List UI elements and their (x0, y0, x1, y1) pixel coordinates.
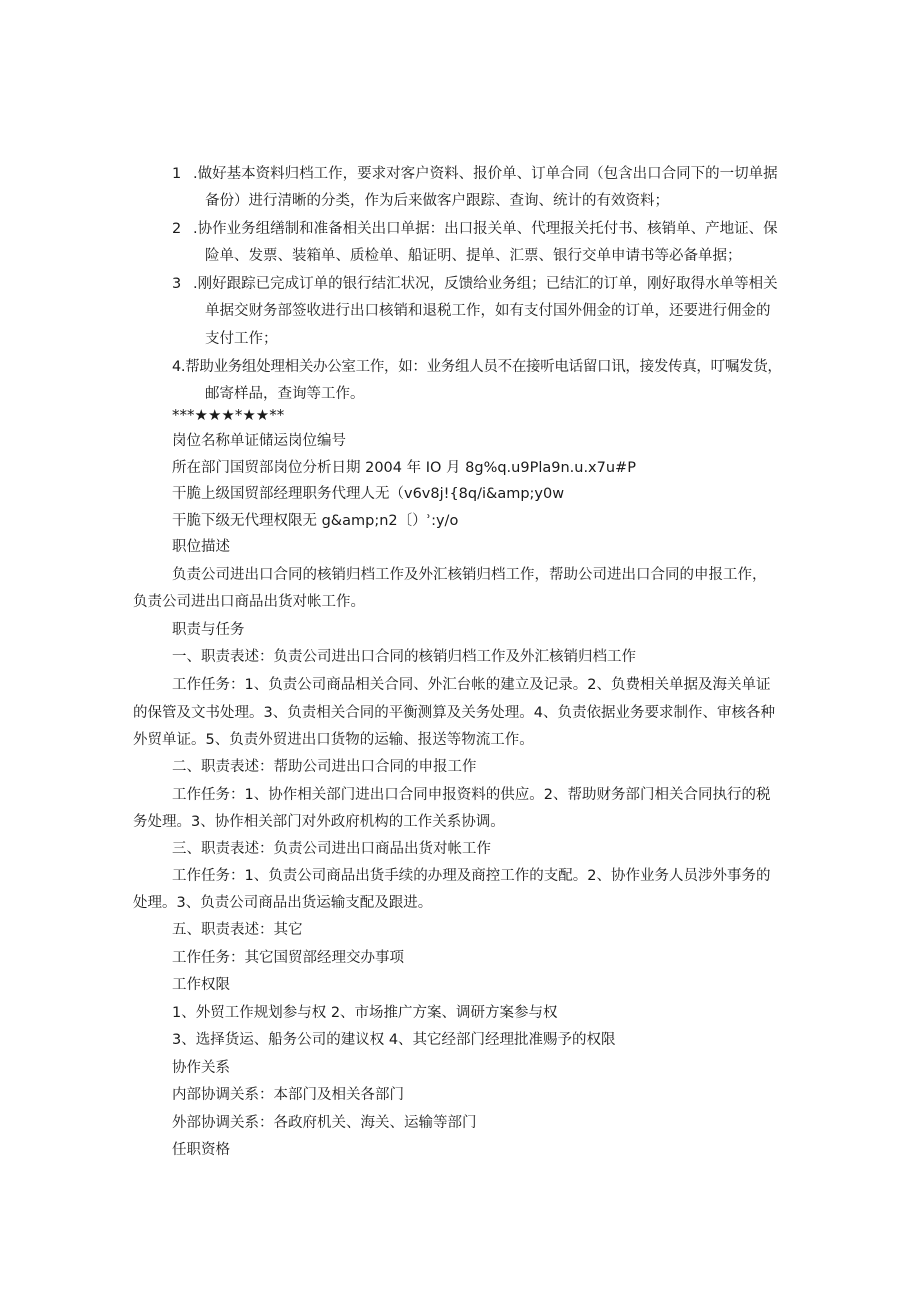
duty-1-line-3: 外贸单证。5、负责外贸进出口货物的运输、报送等物流工作。 (133, 732, 534, 748)
list-item-2-line-1: .协作业务组缮制和准备相关出口单据：出口报关单、代理报关托付书、核销单、产地证、保 (193, 221, 778, 237)
duty-3-line-2: 处理。3、负责公司商品出货运输支配及跟进。 (133, 895, 433, 911)
description-line-1: 负责公司进出口合同的核销归档工作及外汇核销归档工作，帮助公司进出口合同的申报工作， (172, 567, 767, 583)
internal-relations-line: 内部协调关系：本部门及相关各部门 (172, 1087, 404, 1103)
list-item-1-line-2: 备份）进行清晰的分类，作为后来做客户跟踪、查询、统计的有效资料； (205, 193, 669, 209)
list-item-2-line-2: 险单、发票、装箱单、质检单、船证明、提单、汇票、银行交单申请书等必备单据； (205, 248, 742, 264)
duties-heading: 职责与任务 (172, 622, 245, 638)
star-separator: ***★★★*★★** (172, 406, 285, 424)
superior-line: 干脆上级国贸部经理职务代理人无（v6v8j!{8q/i&amp;y0w (172, 486, 565, 502)
department-line: 所在部门国贸部岗位分析日期 2004 年 IO 月 8g%q.u9Pla9n.u.x7u#P (172, 460, 636, 476)
description-line-2: 负责公司进出口商品出货对帐工作。 (133, 594, 365, 610)
duty-2-line-1: 工作任务：1、协作相关部门进出口合同申报资料的供应。2、帮助财务部门相关合同执行的税 (172, 787, 771, 803)
duty-1-title: 一、职责表述：负责公司进出口合同的核销归档工作及外汇核销归档工作 (172, 649, 636, 665)
list-item-4-line-1: 4.帮助业务组处理相关办公室工作，如：业务组人员不在接听电话留口讯，接发传真，叮嘱发货， (172, 359, 782, 375)
qualification-heading: 任职资格 (172, 1142, 230, 1158)
list-item-3-line-3: 支付工作； (205, 331, 278, 347)
subordinate-line: 干脆下级无代理权限无 g&amp;n2〔）ʾ:y/o (172, 513, 459, 529)
authority-heading: 工作权限 (172, 977, 230, 993)
list-item-4-line-2: 邮寄样品，查询等工作。 (205, 386, 365, 402)
list-item-2-number: 2 (172, 221, 182, 237)
duty-2-line-2: 务处理。3、协作相关部门对外政府机构的工作关系协调。 (133, 814, 505, 830)
authority-line-2: 3、选择货运、船务公司的建议权 4、其它经部门经理批准赐予的权限 (172, 1032, 616, 1048)
list-item-3-number: 3 (172, 276, 182, 292)
duty-1-line-1: 工作任务：1、负责公司商品相关合同、外汇台帐的建立及记录。2、负费相关单据及海关单证 (172, 677, 771, 693)
duty-5-line-1: 工作任务：其它国贸部经理交办事项 (172, 950, 404, 966)
duty-2-title: 二、职责表述：帮助公司进出口合同的申报工作 (172, 759, 477, 775)
list-item-1-number: 1 (172, 166, 182, 182)
list-item-3-line-1: .刚好跟踪已完成订单的银行结汇状况，反馈给业务组；已结汇的订单，刚好取得水单等相关 (193, 276, 778, 292)
authority-line-1: 1、外贸工作规划参与权 2、市场推广方案、调研方案参与权 (172, 1005, 558, 1021)
description-heading: 职位描述 (172, 539, 230, 555)
list-item-1-line-1: .做好基本资料归档工作，要求对客户资料、报价单、订单合同（包含出口合同下的一切单据 (193, 166, 778, 182)
duty-5-title: 五、职责表述：其它 (172, 922, 303, 938)
duty-1-line-2: 的保管及文书处理。3、负责相关合同的平衡测算及关务处理。4、负责依据业务要求制作、审核各种 (133, 705, 775, 721)
duty-3-line-1: 工作任务：1、负责公司商品出货手续的办理及商控工作的支配。2、协作业务人员涉外事务的 (172, 868, 771, 884)
list-item-3-line-2: 单据交财务部签收进行出口核销和退税工作，如有支付国外佣金的订单，还要进行佣金的 (205, 303, 771, 319)
duty-3-title: 三、职责表述：负责公司进出口商品出货对帐工作 (172, 841, 491, 857)
relations-heading: 协作关系 (172, 1060, 230, 1076)
position-name-line: 岗位名称单证储运岗位编号 (172, 433, 346, 449)
external-relations-line: 外部协调关系：各政府机关、海关、运输等部门 (172, 1115, 477, 1131)
